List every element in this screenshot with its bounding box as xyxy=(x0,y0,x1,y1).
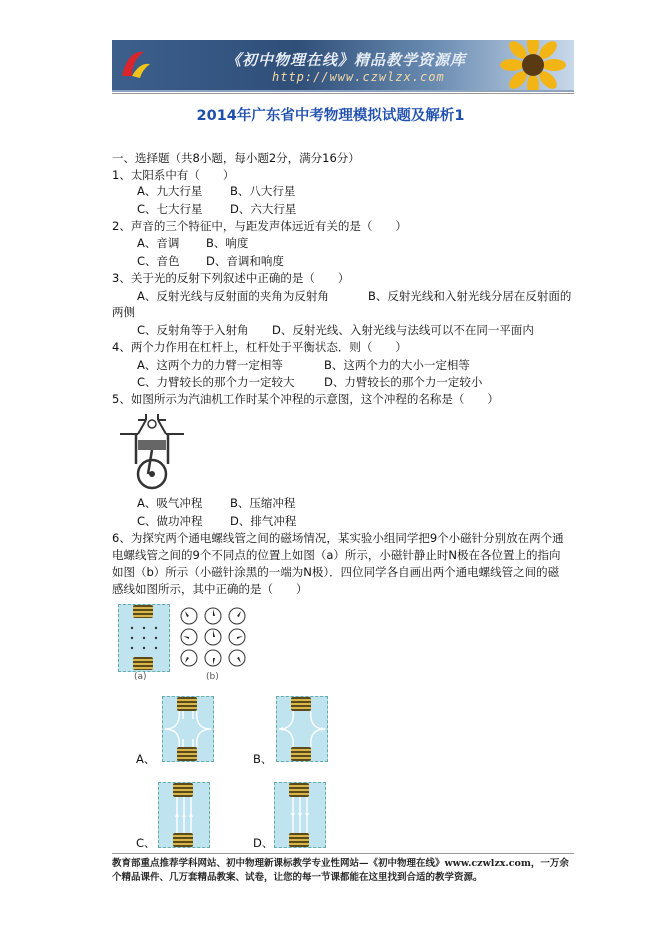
question-3-option-b: B、反射光线和入射光线分居在反射面的 xyxy=(368,289,572,303)
question-4-option-a: A、这两个力的力臂一定相等 xyxy=(137,358,283,372)
question-6-stem-line-2: 电螺线管之间的9个不同点的位置上如图（a）所示，小磁针静止时N极在各位置上的指向 xyxy=(112,548,561,562)
figure-a-label: (a) xyxy=(134,672,147,682)
question-1-stem: 1、太阳系中有（ ） xyxy=(112,168,235,182)
figure-a-panel xyxy=(118,604,170,672)
footer-text: 教育部重点推荐学科网站、初中物理新课标教学专业性网站—《初中物理在线》www.czwlzx.com，一万余个精品课件、几万套精品教案、试卷，让您的每一节课都能在这里找到合适的教学资源。 xyxy=(112,858,569,883)
question-6-option-a: A、 xyxy=(136,752,156,766)
section-heading: 一、选择题（共8小题，每小题2分，满分16分） xyxy=(112,151,360,165)
document-title: 2014年广东省中考物理模拟试题及解析1 xyxy=(196,108,465,124)
banner-url[interactable]: http://www.czwlzx.com xyxy=(272,70,445,84)
question-1-option-c: C、七大行星 xyxy=(137,202,203,216)
question-2-option-d: D、音调和响度 xyxy=(206,254,284,268)
field-lines-attract-icon xyxy=(275,797,325,833)
question-3-option-a: A、反射光线与反射面的夹角为反射角 xyxy=(137,289,329,303)
question-5-option-d: D、排气冲程 xyxy=(230,514,297,528)
field-lines-repel-icon xyxy=(277,711,327,747)
point-grid-icon xyxy=(127,623,161,653)
sunflower-icon xyxy=(498,40,568,92)
solenoid-bottom-icon xyxy=(291,747,311,761)
solenoid-top-icon xyxy=(173,783,193,797)
question-5-option-a: A、吸气冲程 xyxy=(137,496,203,510)
question-5-option-b: B、压缩冲程 xyxy=(230,496,296,510)
figure-b-label: (b) xyxy=(206,672,219,682)
option-d-diagram xyxy=(274,782,326,848)
question-6-option-b: B、 xyxy=(253,752,273,766)
question-4-option-d: D、力臂较长的那个力一定较小 xyxy=(324,375,483,389)
banner-title: 《初中物理在线》精品教学资源库 xyxy=(226,51,467,69)
question-4-option-b: B、这两个力的大小一定相等 xyxy=(324,358,470,372)
field-lines-repel-icon xyxy=(163,711,213,747)
solenoid-top-icon xyxy=(177,697,197,711)
question-2-stem: 2、声音的三个特征中，与距发声体远近有关的是（ ） xyxy=(112,219,407,233)
option-c-diagram xyxy=(158,782,210,848)
question-5-option-c: C、做功冲程 xyxy=(137,514,203,528)
question-6-option-d: D、 xyxy=(253,836,274,850)
solenoid-top-icon xyxy=(133,605,153,618)
question-6-stem-line-3: 如图（b）所示（小磁针涂黑的一端为N极）．四位同学各自画出两个通电螺线管之间的磁 xyxy=(112,565,560,579)
header-banner xyxy=(112,40,574,92)
question-1-option-b: B、八大行星 xyxy=(230,184,296,198)
banner-underline xyxy=(112,93,574,94)
solenoid-top-icon xyxy=(291,697,311,711)
question-2-option-a: A、音调 xyxy=(137,236,180,250)
option-a-diagram xyxy=(162,696,214,762)
question-6-option-c: C、 xyxy=(136,836,156,850)
question-3-stem: 3、关于光的反射下列叙述中正确的是（ ） xyxy=(112,271,350,285)
compass-grid-figure xyxy=(178,606,248,668)
site-logo-icon xyxy=(118,46,152,82)
solenoid-bottom-icon xyxy=(173,833,193,847)
question-2-option-c: C、音色 xyxy=(137,254,180,268)
solenoid-top-icon xyxy=(289,783,309,797)
field-lines-attract-icon xyxy=(159,797,209,833)
question-3-option-c: C、反射角等于入射角 xyxy=(137,323,249,337)
option-b-diagram xyxy=(276,696,328,762)
question-4-stem: 4、两个力作用在杠杆上，杠杆处于平衡状态．则（ ） xyxy=(112,340,407,354)
engine-stroke-figure xyxy=(116,410,188,492)
question-3-option-b-cont: 两侧 xyxy=(112,305,135,319)
question-1-option-d: D、六大行星 xyxy=(230,202,297,216)
solenoid-bottom-icon xyxy=(289,833,309,847)
question-6-stem-line-1: 6、为探究两个通电螺线管之间的磁场情况，某实验小组同学把9个小磁针分别放在两个通 xyxy=(112,531,564,545)
footer-rule xyxy=(112,853,574,854)
question-4-option-c: C、力臂较长的那个力一定较大 xyxy=(137,375,295,389)
question-3-option-d: D、反射光线、入射光线与法线可以不在同一平面内 xyxy=(272,323,534,337)
question-6-stem-line-4: 感线如图所示，其中正确的是（ ） xyxy=(112,582,308,596)
question-1-option-a: A、九大行星 xyxy=(137,184,203,198)
solenoid-bottom-icon xyxy=(177,747,197,761)
question-5-stem: 5、如图所示为汽油机工作时某个冲程的示意图，这个冲程的名称是（ ） xyxy=(112,392,499,406)
solenoid-bottom-icon xyxy=(133,657,153,670)
question-2-option-b: B、响度 xyxy=(206,236,249,250)
